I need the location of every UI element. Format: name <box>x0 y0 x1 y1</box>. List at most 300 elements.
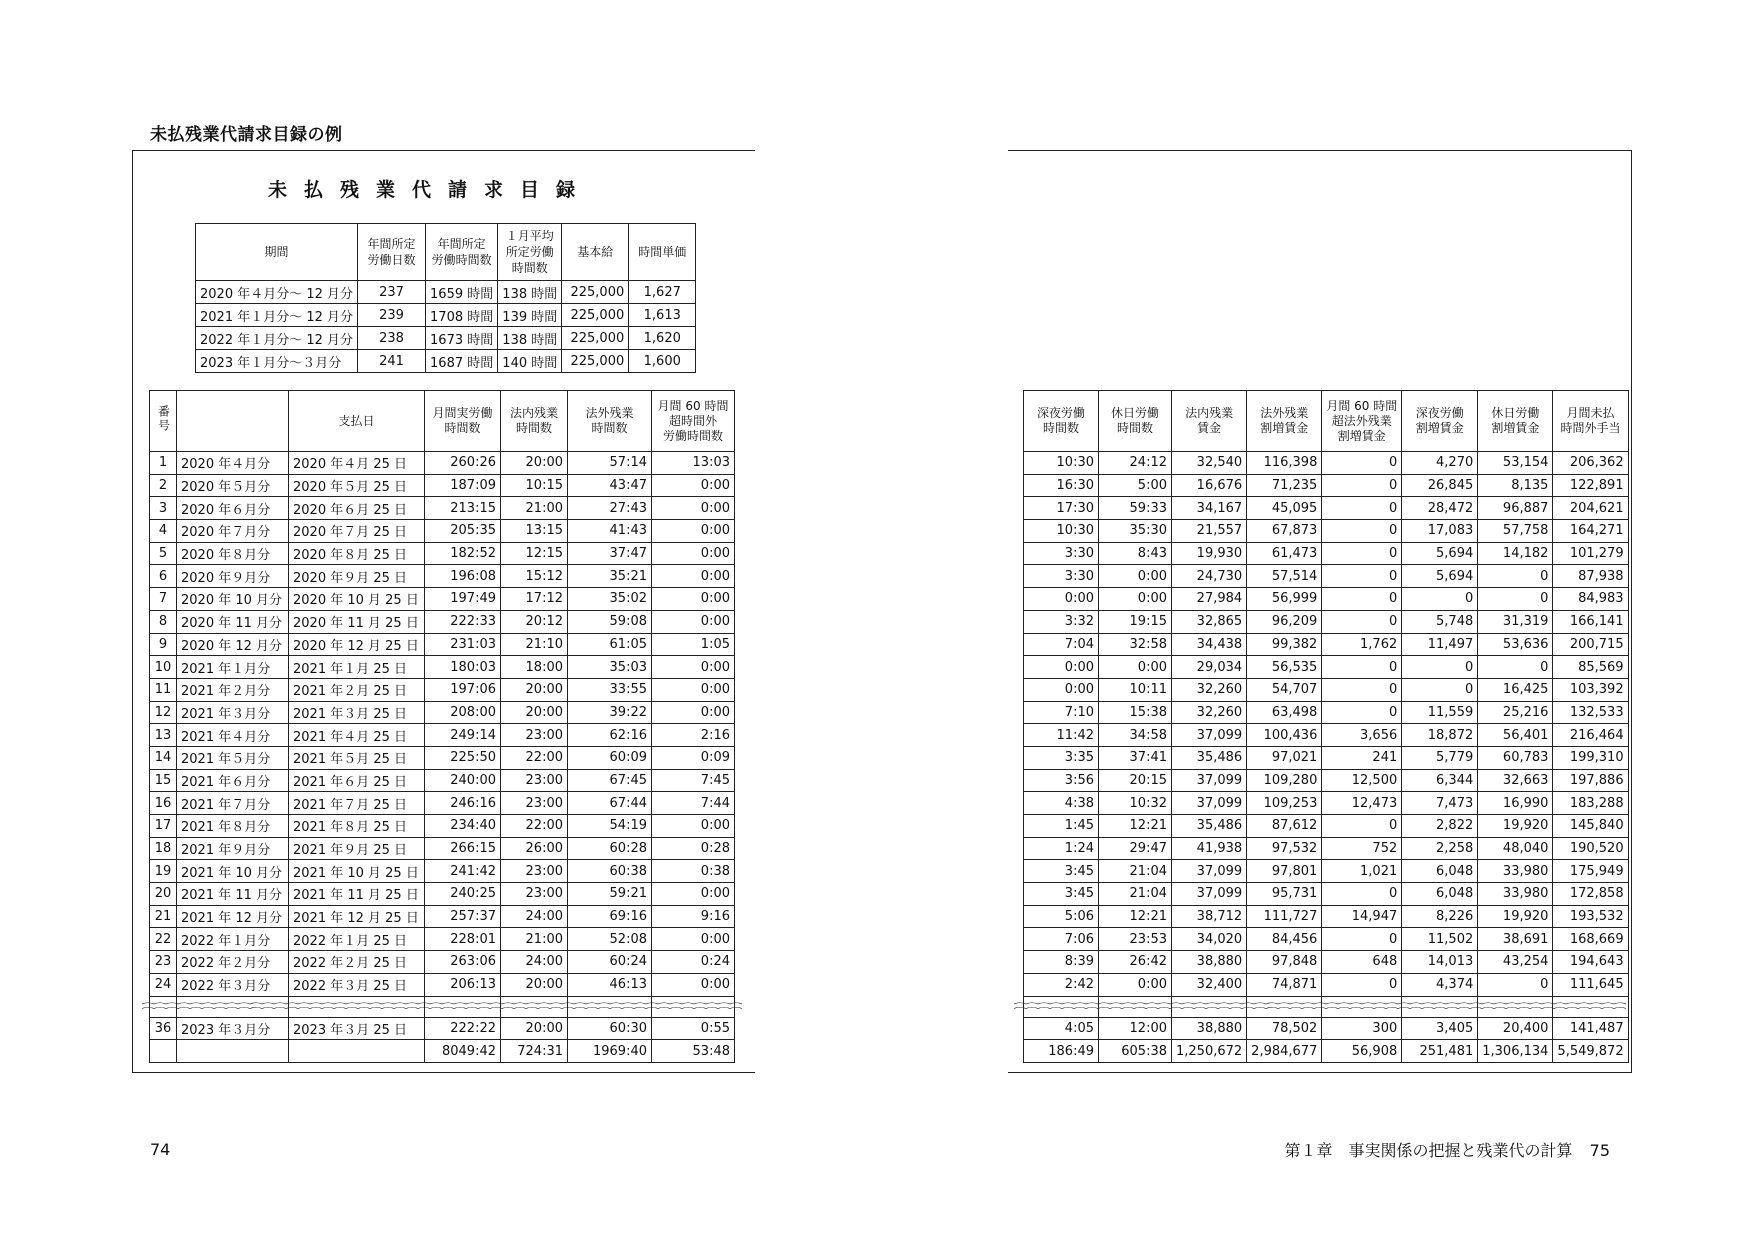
table-cell: 63,498 <box>1247 701 1322 724</box>
table-cell <box>177 1040 289 1063</box>
table-cell: 17:12 <box>501 588 568 611</box>
table-row <box>150 542 735 565</box>
table-cell: 12,473 <box>1322 792 1402 815</box>
table-cell: 2021 年５月分 <box>177 746 289 769</box>
table-cell: 1:24 <box>1024 837 1099 860</box>
table-cell: 10 <box>150 656 177 679</box>
table-cell: 5,694 <box>1402 542 1478 565</box>
table-cell: 8,226 <box>1402 905 1478 928</box>
table-cell: 2021 年１月 25 日 <box>289 656 425 679</box>
table-cell: 2020 年９月 25 日 <box>289 565 425 588</box>
table-cell: 7 <box>150 588 177 611</box>
overtime-hours-table <box>149 390 735 1063</box>
table-cell: 1,600 <box>629 350 696 373</box>
column-header-label: 割増賃金 <box>1337 428 1386 443</box>
table-cell: 19,930 <box>1172 542 1247 565</box>
table-cell: 222:33 <box>425 610 501 633</box>
table-cell: 0:00 <box>1024 588 1099 611</box>
table-cell: 5:06 <box>1024 905 1099 928</box>
table-cell: 35:02 <box>568 588 652 611</box>
column-header <box>196 224 358 281</box>
table-cell: 2020 年４月分 <box>177 452 289 475</box>
table-cell: 67:44 <box>568 792 652 815</box>
table-cell: 2021 年１月分～ 12 月分 <box>196 304 358 327</box>
table-cell: 139 時間 <box>498 304 562 327</box>
table-cell: 35,486 <box>1172 746 1247 769</box>
table-cell: 1:05 <box>652 633 735 656</box>
table-cell: 10:30 <box>1024 452 1099 475</box>
table-cell: 97,532 <box>1247 837 1322 860</box>
column-header <box>1247 391 1322 452</box>
column-header <box>150 391 177 452</box>
summary-row <box>196 304 696 327</box>
table-cell: 257:37 <box>425 905 501 928</box>
table-cell: 1,306,134 <box>1478 1040 1553 1063</box>
column-header-label: 休日労働 <box>1110 406 1159 420</box>
table-row <box>1024 633 1629 656</box>
table-cell: 2020 年 10 月 25 日 <box>289 588 425 611</box>
table-cell: 182:52 <box>425 542 501 565</box>
table-cell: 8 <box>150 610 177 633</box>
table-cell: 2021 年３月分 <box>177 701 289 724</box>
table-cell: 60,783 <box>1478 746 1553 769</box>
table-cell: 20 <box>150 883 177 906</box>
table-cell: 240:25 <box>425 883 501 906</box>
table-cell: 8049:42 <box>425 1040 501 1063</box>
table-cell: 3:30 <box>1024 565 1099 588</box>
table-cell: 14 <box>150 746 177 769</box>
table-row <box>1024 724 1629 747</box>
table-cell: 193,532 <box>1553 905 1628 928</box>
table-cell: 0 <box>1322 588 1402 611</box>
page-footer-right <box>1285 1138 1610 1161</box>
table-row <box>150 792 735 815</box>
table-cell: 29:47 <box>1099 837 1172 860</box>
column-header-label: 時間単価 <box>638 245 687 259</box>
table-cell: 32,260 <box>1172 701 1247 724</box>
table-cell: 0 <box>1322 610 1402 633</box>
table-row <box>1024 474 1629 497</box>
table-cell: 8:43 <box>1099 542 1172 565</box>
table-cell: 2020 年９月分 <box>177 565 289 588</box>
table-cell: 0:00 <box>652 565 735 588</box>
table-cell: 27,984 <box>1172 588 1247 611</box>
table-cell: 34:58 <box>1099 724 1172 747</box>
table-cell: 0 <box>1322 452 1402 475</box>
column-header <box>1172 391 1247 452</box>
total-row <box>150 1040 735 1063</box>
table-row <box>1024 588 1629 611</box>
table-cell: 0 <box>1322 565 1402 588</box>
table-cell: 164,271 <box>1553 520 1628 543</box>
column-header-label: 深夜労働 <box>1036 406 1085 420</box>
table-cell: 13 <box>150 724 177 747</box>
table-row <box>150 588 735 611</box>
table-cell: 238 <box>358 327 426 350</box>
table-cell: 225,000 <box>562 304 629 327</box>
table-cell: 21,557 <box>1172 520 1247 543</box>
page-number-right: 75 <box>1589 1141 1610 1160</box>
table-cell: 2021 年 11 月分 <box>177 883 289 906</box>
table-cell: 2023 年３月分 <box>177 1017 289 1040</box>
table-cell: 0 <box>1478 565 1553 588</box>
table-cell: 101,279 <box>1553 542 1628 565</box>
table-cell: 2022 年２月 25 日 <box>289 951 425 974</box>
table-cell: 84,983 <box>1553 588 1628 611</box>
table-cell: 20:00 <box>501 973 568 996</box>
table-cell: 15:12 <box>501 565 568 588</box>
table-cell: 166,141 <box>1553 610 1628 633</box>
table-row <box>150 610 735 633</box>
table-cell: 33:55 <box>568 678 652 701</box>
table-cell: 2021 年 10 月分 <box>177 860 289 883</box>
table-cell: 97,021 <box>1247 746 1322 769</box>
table-cell: 0:00 <box>652 474 735 497</box>
column-header <box>1402 391 1478 452</box>
column-header-label: 時間数 <box>444 421 481 435</box>
table-cell: 53,154 <box>1478 452 1553 475</box>
table-row <box>150 928 735 951</box>
table-cell: 231:03 <box>425 633 501 656</box>
table-cell: 0:00 <box>652 701 735 724</box>
column-header <box>498 224 562 281</box>
table-cell: 32,663 <box>1478 769 1553 792</box>
table-cell: 0:55 <box>652 1017 735 1040</box>
table-cell: 3:45 <box>1024 860 1099 883</box>
table-cell: 1,021 <box>1322 860 1402 883</box>
table-cell: 38,880 <box>1172 1017 1247 1040</box>
table-cell: 37:47 <box>568 542 652 565</box>
table-cell: 4:05 <box>1024 1017 1099 1040</box>
column-header <box>1024 391 1099 452</box>
column-header-label: 休日労働 <box>1491 406 1540 420</box>
table-cell: 61:05 <box>568 633 652 656</box>
table-cell: 56,908 <box>1322 1040 1402 1063</box>
table-cell: 0:00 <box>652 497 735 520</box>
table-cell: 2021 年２月 25 日 <box>289 678 425 701</box>
table-cell: 204,621 <box>1553 497 1628 520</box>
table-cell: 97,848 <box>1247 951 1322 974</box>
table-cell: 2020 年４月 25 日 <box>289 452 425 475</box>
table-cell: 29,034 <box>1172 656 1247 679</box>
table-cell: 11,502 <box>1402 928 1478 951</box>
table-cell: 0 <box>1322 973 1402 996</box>
table-cell: 0 <box>1402 588 1478 611</box>
table-row <box>150 678 735 701</box>
table-cell: 1659 時間 <box>426 281 498 304</box>
table-cell: 23:00 <box>501 769 568 792</box>
column-header <box>1478 391 1553 452</box>
table-cell: 14,013 <box>1402 951 1478 974</box>
table-cell: 96,887 <box>1478 497 1553 520</box>
table-cell: 0 <box>1322 928 1402 951</box>
table-cell: 196:08 <box>425 565 501 588</box>
table-row <box>150 724 735 747</box>
table-row <box>150 701 735 724</box>
table-cell: 38,712 <box>1172 905 1247 928</box>
table-cell: 54:19 <box>568 815 652 838</box>
table-cell: 12:21 <box>1099 905 1172 928</box>
table-cell: 225,000 <box>562 327 629 350</box>
table-cell: 53,636 <box>1478 633 1553 656</box>
table-cell: 57,758 <box>1478 520 1553 543</box>
table-row <box>150 656 735 679</box>
table-cell: 199,310 <box>1553 746 1628 769</box>
table-cell: 0:09 <box>652 746 735 769</box>
table-cell: 11 <box>150 678 177 701</box>
table-cell: 10:11 <box>1099 678 1172 701</box>
table-cell: 2023 年１月分～３月分 <box>196 350 358 373</box>
table-cell: 260:26 <box>425 452 501 475</box>
wave-break-right <box>1014 1000 1626 1012</box>
table-row <box>1024 1017 1629 1040</box>
table-cell: 62:16 <box>568 724 652 747</box>
table-cell: 186:49 <box>1024 1040 1099 1063</box>
table-cell: 3:30 <box>1024 542 1099 565</box>
table-cell: 9 <box>150 633 177 656</box>
document-title: 未払残業代請求目録 <box>267 179 592 201</box>
table-cell: 14,182 <box>1478 542 1553 565</box>
table-cell: 197,886 <box>1553 769 1628 792</box>
column-header <box>358 224 426 281</box>
column-header <box>629 224 696 281</box>
table-cell: 99,382 <box>1247 633 1322 656</box>
table-cell: 16 <box>150 792 177 815</box>
table-cell: 2021 年 11 月 25 日 <box>289 883 425 906</box>
table-cell: 0:00 <box>652 610 735 633</box>
table-cell: 26:00 <box>501 837 568 860</box>
table-cell: 35,486 <box>1172 815 1247 838</box>
table-cell: 10:15 <box>501 474 568 497</box>
table-cell: 84,456 <box>1247 928 1322 951</box>
table-cell: 2020 年５月 25 日 <box>289 474 425 497</box>
section-title: 未払残業代請求目録の例 <box>150 125 343 145</box>
table-cell: 111,645 <box>1553 973 1628 996</box>
table-cell: 7:04 <box>1024 633 1099 656</box>
table-cell: 41:43 <box>568 520 652 543</box>
table-cell: 37,099 <box>1172 792 1247 815</box>
table-cell: 4 <box>150 520 177 543</box>
table-cell: 4,374 <box>1402 973 1478 996</box>
table-cell: 39:22 <box>568 701 652 724</box>
table-cell: 13:15 <box>501 520 568 543</box>
column-header-label: 時間外手当 <box>1560 421 1621 435</box>
table-cell: 60:38 <box>568 860 652 883</box>
table-cell: 3,405 <box>1402 1017 1478 1040</box>
table-cell: 6 <box>150 565 177 588</box>
table-cell: 10:32 <box>1099 792 1172 815</box>
table-cell: 3:56 <box>1024 769 1099 792</box>
table-cell: 1687 時間 <box>426 350 498 373</box>
table-cell: 37,099 <box>1172 769 1247 792</box>
table-cell: 7:10 <box>1024 701 1099 724</box>
table-cell: 28,472 <box>1402 497 1478 520</box>
table-cell: 2,822 <box>1402 815 1478 838</box>
table-cell: 0:00 <box>652 542 735 565</box>
table-cell: 38,691 <box>1478 928 1553 951</box>
table-cell: 23 <box>150 951 177 974</box>
table-cell: 0:00 <box>1099 973 1172 996</box>
table-cell: 141,487 <box>1553 1017 1628 1040</box>
table-cell <box>289 1040 425 1063</box>
table-cell: 0 <box>1322 497 1402 520</box>
table-cell: 2020 年 10 月分 <box>177 588 289 611</box>
table-cell: 213:15 <box>425 497 501 520</box>
table-cell: 17 <box>150 815 177 838</box>
table-cell: 32:58 <box>1099 633 1172 656</box>
table-cell: 300 <box>1322 1017 1402 1040</box>
table-cell: 19:15 <box>1099 610 1172 633</box>
table-cell: 648 <box>1322 951 1402 974</box>
table-cell: 2020 年８月分 <box>177 542 289 565</box>
table-cell: 10:30 <box>1024 520 1099 543</box>
table-row <box>150 633 735 656</box>
table-cell: 2021 年 10 月 25 日 <box>289 860 425 883</box>
column-header-label: 賃金 <box>1197 421 1222 435</box>
table-cell: 6,344 <box>1402 769 1478 792</box>
column-header-label: 労働日数 <box>367 253 416 267</box>
table-cell: 43:47 <box>568 474 652 497</box>
table-cell: 0 <box>1402 678 1478 701</box>
column-header-label: 基本給 <box>577 245 614 259</box>
table-cell: 9:16 <box>652 905 735 928</box>
table-cell: 67:45 <box>568 769 652 792</box>
chapter-title: 第１章 事実関係の把握と残業代の計算 <box>1284 1141 1573 1160</box>
table-cell: 32,260 <box>1172 678 1247 701</box>
table-cell: 95,731 <box>1247 883 1322 906</box>
table-cell: 17,083 <box>1402 520 1478 543</box>
table-cell: 4,270 <box>1402 452 1478 475</box>
table-cell: 0:00 <box>652 520 735 543</box>
table-cell: 2022 年２月分 <box>177 951 289 974</box>
table-cell: 208:00 <box>425 701 501 724</box>
table-cell: 122,891 <box>1553 474 1628 497</box>
table-cell: 85,569 <box>1553 656 1628 679</box>
column-header-label: １月平均 <box>505 229 554 243</box>
table-cell: 53:48 <box>652 1040 735 1063</box>
table-cell: 20:00 <box>501 701 568 724</box>
column-header-label: 労働時間数 <box>662 428 723 443</box>
table-cell: 8:39 <box>1024 951 1099 974</box>
column-header-label: 期間 <box>264 245 289 259</box>
table-cell: 168,669 <box>1553 928 1628 951</box>
table-cell: 2022 年３月 25 日 <box>289 973 425 996</box>
table-cell: 241 <box>358 350 426 373</box>
table-cell: 3,656 <box>1322 724 1402 747</box>
table-row <box>150 905 735 928</box>
summary-row <box>196 281 696 304</box>
table-cell: 24 <box>150 973 177 996</box>
table-cell: 2022 年１月分 <box>177 928 289 951</box>
table-cell: 2020 年７月 25 日 <box>289 520 425 543</box>
total-row <box>1024 1040 1629 1063</box>
table-cell: 21:00 <box>501 497 568 520</box>
table-cell: 2021 年２月分 <box>177 678 289 701</box>
table-cell: 37,099 <box>1172 883 1247 906</box>
table-cell: 21:04 <box>1099 883 1172 906</box>
table-row <box>150 973 735 996</box>
table-cell: 32,400 <box>1172 973 1247 996</box>
table-row <box>1024 656 1629 679</box>
table-cell: 74,871 <box>1247 973 1322 996</box>
table-cell: 25,216 <box>1478 701 1553 724</box>
table-cell: 71,235 <box>1247 474 1322 497</box>
table-cell: 26,845 <box>1402 474 1478 497</box>
table-cell: 0 <box>1322 815 1402 838</box>
table-cell: 2022 年１月分～ 12 月分 <box>196 327 358 350</box>
table-row <box>150 860 735 883</box>
table-cell: 0 <box>1322 883 1402 906</box>
column-header-label: 割増賃金 <box>1491 421 1540 435</box>
table-cell: 0:00 <box>652 588 735 611</box>
table-cell: 16:30 <box>1024 474 1099 497</box>
table-cell: 60:09 <box>568 746 652 769</box>
table-cell: 183,288 <box>1553 792 1628 815</box>
table-cell: 2021 年５月 25 日 <box>289 746 425 769</box>
table-cell: 20,400 <box>1478 1017 1553 1040</box>
table-cell: 2021 年 12 月 25 日 <box>289 905 425 928</box>
table-cell <box>150 1040 177 1063</box>
table-row <box>1024 746 1629 769</box>
table-cell: 7:45 <box>652 769 735 792</box>
column-header-label: 支払日 <box>338 413 375 428</box>
table-row <box>150 883 735 906</box>
table-cell: 12:15 <box>501 542 568 565</box>
table-cell: 61,473 <box>1247 542 1322 565</box>
table-row <box>1024 860 1629 883</box>
table-cell: 6,048 <box>1402 860 1478 883</box>
table-cell: 87,612 <box>1247 815 1322 838</box>
table-cell: 0:00 <box>652 973 735 996</box>
table-cell: 23:53 <box>1099 928 1172 951</box>
column-header-label: 深夜労働 <box>1415 406 1464 420</box>
table-cell: 24:00 <box>501 905 568 928</box>
table-cell: 0:38 <box>652 860 735 883</box>
table-cell: 23:00 <box>501 860 568 883</box>
table-cell: 22:00 <box>501 746 568 769</box>
table-cell: 263:06 <box>425 951 501 974</box>
table-cell: 43,254 <box>1478 951 1553 974</box>
table-cell: 45,095 <box>1247 497 1322 520</box>
table-cell: 59:33 <box>1099 497 1172 520</box>
column-header-label: 月間未払 <box>1566 406 1615 420</box>
table-cell: 241 <box>1322 746 1402 769</box>
table-cell: 2021 年８月 25 日 <box>289 815 425 838</box>
table-cell: 56,401 <box>1478 724 1553 747</box>
table-cell: 132,533 <box>1553 701 1628 724</box>
column-header-label: 法内残業 <box>1185 406 1234 420</box>
table-cell: 0 <box>1322 542 1402 565</box>
table-cell: 2021 年１月分 <box>177 656 289 679</box>
table-cell: 1:45 <box>1024 815 1099 838</box>
table-cell: 109,280 <box>1247 769 1322 792</box>
table-cell: 138 時間 <box>498 281 562 304</box>
table-cell: 37,099 <box>1172 860 1247 883</box>
table-cell: 138 時間 <box>498 327 562 350</box>
table-cell: 172,858 <box>1553 883 1628 906</box>
table-cell: 5,779 <box>1402 746 1478 769</box>
table-cell: 2021 年３月 25 日 <box>289 701 425 724</box>
table-row <box>1024 905 1629 928</box>
table-cell: 59:21 <box>568 883 652 906</box>
table-cell: 605:38 <box>1099 1040 1172 1063</box>
table-cell: 205:35 <box>425 520 501 543</box>
table-cell: 19 <box>150 860 177 883</box>
table-cell: 20:00 <box>501 452 568 475</box>
column-header-label: 超時間外 <box>668 413 717 428</box>
table-cell: 13:03 <box>652 452 735 475</box>
table-cell: 225,000 <box>562 281 629 304</box>
